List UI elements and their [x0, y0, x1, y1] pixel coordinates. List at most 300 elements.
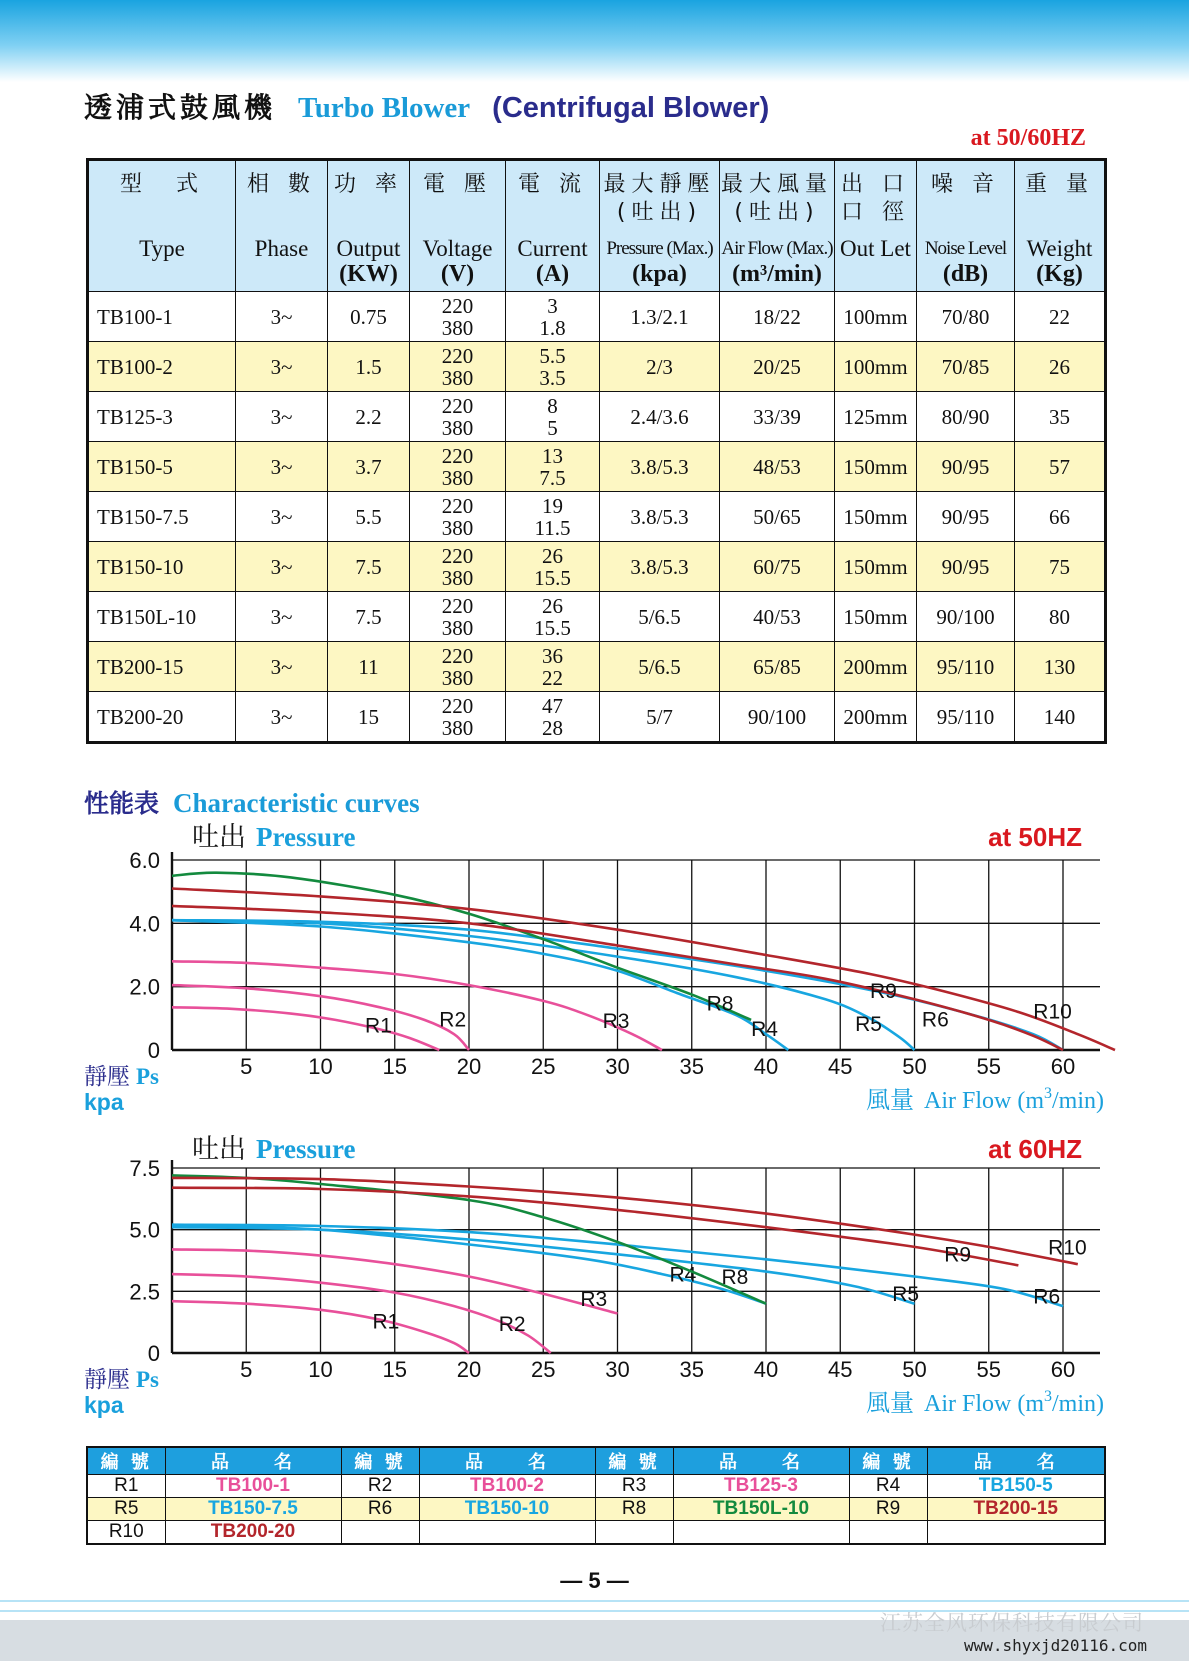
current-380: 5 — [547, 415, 558, 440]
spec-row — [88, 592, 1106, 642]
cell-pressure: 3.8/5.3 — [600, 542, 720, 592]
cell-weight: 57 — [1015, 442, 1106, 492]
legend-code — [849, 1521, 927, 1545]
legend-product-name: TB200-20 — [165, 1521, 341, 1545]
header-unit: (m³/min) — [732, 261, 822, 287]
cell-outlet: 200mm — [835, 692, 917, 743]
curve-label-R8: R8 — [721, 1265, 749, 1289]
header-bottom — [917, 236, 1014, 287]
voltage-220: 220 — [441, 543, 474, 568]
cell-outlet: 150mm — [835, 442, 917, 492]
y-tick-label: 0 — [147, 1038, 160, 1063]
x-tick-label: 30 — [605, 1357, 630, 1382]
legend-code: R4 — [849, 1475, 927, 1498]
cell-weight: 130 — [1015, 642, 1106, 692]
voltage-380: 380 — [441, 515, 474, 540]
curve-R8 — [172, 873, 751, 1020]
header-en: Air Flow (Max.) — [721, 238, 833, 259]
header-cn: 出 口 — [841, 172, 910, 197]
curve-label-R4: R4 — [669, 1263, 697, 1287]
x-tick-label: 45 — [828, 1054, 853, 1079]
cell-voltage — [410, 292, 506, 342]
cell-current — [506, 592, 600, 642]
x-tick-label: 50 — [902, 1357, 927, 1382]
current-380: 15.5 — [534, 615, 571, 640]
cell-output: 15 — [328, 692, 410, 743]
cell-current — [506, 292, 600, 342]
cell-noise: 70/80 — [917, 292, 1015, 342]
title-chinese: 透浦式鼓風機 — [84, 91, 277, 124]
header-unit: (KW) — [339, 261, 398, 287]
cell-output: 2.2 — [328, 392, 410, 442]
voltage-220: 220 — [441, 293, 474, 318]
legend-code: R1 — [87, 1475, 165, 1498]
cell-voltage — [410, 392, 506, 442]
current-380: 11.5 — [534, 515, 571, 540]
cell-voltage — [410, 442, 506, 492]
voltage-380: 380 — [441, 315, 474, 340]
curve-label-R4: R4 — [751, 1017, 779, 1041]
legend-header-name: 品 名 — [673, 1447, 849, 1475]
x-tick-label: 60 — [1050, 1357, 1076, 1382]
spec-table — [86, 158, 1107, 744]
spec-row — [88, 292, 1106, 342]
x-axis-label: 風量 Air Flow $(m^3/\min)$ — [866, 1085, 1104, 1114]
cell-pressure: 2.4/3.6 — [600, 392, 720, 442]
cell-airflow: 40/53 — [720, 592, 835, 642]
cell-output: 1.5 — [328, 342, 410, 392]
cell-voltage — [410, 342, 506, 392]
spec-row — [88, 442, 1106, 492]
cell-type: TB200-15 — [88, 642, 236, 692]
frequency-note: at 50/60HZ — [970, 125, 1086, 151]
header-bottom — [410, 236, 505, 287]
legend-header-row — [87, 1447, 1105, 1475]
legend-header-code: 編 號 — [595, 1447, 673, 1475]
header-cn-2: 口 徑 — [841, 200, 910, 225]
x-tick-label: 40 — [753, 1054, 779, 1079]
title-subtitle: (Centrifugal Blower) — [492, 92, 770, 124]
voltage-380: 380 — [441, 715, 474, 740]
y-axis-label: 靜壓 Ps — [84, 1367, 159, 1393]
x-tick-label: 15 — [382, 1054, 407, 1079]
legend-header-name: 品 名 — [927, 1447, 1105, 1475]
legend-row — [87, 1521, 1105, 1545]
legend-product-name: TB150-5 — [927, 1475, 1105, 1498]
header-cn: 最大靜壓 — [603, 172, 716, 197]
current-380: 1.8 — [539, 315, 566, 340]
cell-voltage — [410, 592, 506, 642]
header-bottom — [600, 236, 719, 287]
y-axis-unit: kpa — [84, 1392, 124, 1418]
header-unit: (kpa) — [632, 261, 687, 287]
spec-row — [88, 492, 1106, 542]
legend-product-name: TB125-3 — [673, 1475, 849, 1498]
cell-pressure: 3.8/5.3 — [600, 492, 720, 542]
spec-header-1 — [236, 160, 328, 292]
legend-code: R9 — [849, 1498, 927, 1521]
x-tick-label: 25 — [531, 1054, 556, 1079]
cell-voltage — [410, 542, 506, 592]
cell-voltage — [410, 692, 506, 743]
title-english: Turbo Blower — [298, 92, 471, 124]
current-380: 3.5 — [539, 365, 566, 390]
cell-output: 11 — [328, 642, 410, 692]
spec-header-8 — [917, 160, 1015, 292]
top-gradient-band — [0, 0, 1189, 82]
header-cn: 電 壓 — [423, 172, 492, 197]
cell-type: TB125-3 — [88, 392, 236, 442]
x-tick-label: 15 — [382, 1357, 407, 1382]
header-cn-2: (吐出) — [734, 200, 820, 225]
curve-label-R1: R1 — [372, 1310, 400, 1334]
chart-title: 吐出 Pressure — [192, 1134, 356, 1165]
curve-label-R8: R8 — [706, 992, 734, 1016]
section-title-english: Characteristic curves — [173, 788, 420, 818]
header-bottom — [328, 236, 409, 287]
cell-phase: 3~ — [236, 392, 328, 442]
current-380: 15.5 — [534, 565, 571, 590]
spec-row — [88, 342, 1106, 392]
cell-current — [506, 642, 600, 692]
header-unit: (dB) — [942, 261, 989, 287]
legend-code: R6 — [341, 1498, 419, 1521]
cell-phase: 3~ — [236, 642, 328, 692]
spec-header-4 — [506, 160, 600, 292]
legend-product-name: TB100-1 — [165, 1475, 341, 1498]
cell-phase: 3~ — [236, 692, 328, 743]
cell-pressure: 1.3/2.1 — [600, 292, 720, 342]
curve-label-R10: R10 — [1048, 1236, 1087, 1260]
curve-label-R6: R6 — [1033, 1285, 1061, 1309]
header-en: Voltage — [422, 236, 493, 261]
curve-label-R2: R2 — [439, 1008, 467, 1032]
y-tick-label: 6.0 — [129, 848, 160, 873]
voltage-380: 380 — [441, 365, 474, 390]
header-bottom — [506, 236, 599, 287]
legend-code: R2 — [341, 1475, 419, 1498]
spec-header-3 — [410, 160, 506, 292]
spec-row — [88, 642, 1106, 692]
x-tick-label: 35 — [679, 1357, 704, 1382]
cell-noise: 95/110 — [917, 642, 1015, 692]
cell-outlet: 125mm — [835, 392, 917, 442]
header-en: Phase — [254, 236, 309, 261]
legend-header-name: 品 名 — [165, 1447, 341, 1475]
header-en: Out Let — [840, 236, 911, 261]
x-tick-label: 40 — [753, 1357, 779, 1382]
header-cn: 功 率 — [334, 172, 403, 197]
cell-noise: 90/95 — [917, 442, 1015, 492]
cell-outlet: 100mm — [835, 292, 917, 342]
legend-code: R10 — [87, 1521, 165, 1545]
page-title — [84, 86, 769, 126]
curve-label-R1: R1 — [365, 1014, 392, 1038]
cell-voltage — [410, 492, 506, 542]
y-tick-label: 2.0 — [129, 974, 160, 1000]
cell-airflow: 65/85 — [720, 642, 835, 692]
legend-header-code: 編 號 — [87, 1447, 165, 1475]
curve-label-R9: R9 — [869, 979, 897, 1003]
x-tick-label: 55 — [976, 1357, 1001, 1382]
curve-label-R3: R3 — [602, 1009, 630, 1033]
header-unit: (Kg) — [1036, 261, 1083, 287]
header-en: Pressure (Max.) — [606, 238, 713, 259]
cell-type: TB200-20 — [88, 692, 236, 743]
cell-phase: 3~ — [236, 592, 328, 642]
cell-noise: 70/85 — [917, 342, 1015, 392]
website-url: www.shyxjd20116.com — [963, 1636, 1147, 1655]
voltage-220: 220 — [441, 643, 474, 668]
legend-table — [86, 1446, 1106, 1545]
current-220: 3 — [547, 293, 558, 318]
header-en: Weight — [1026, 236, 1093, 261]
voltage-220: 220 — [441, 493, 474, 518]
cell-noise: 80/90 — [917, 392, 1015, 442]
cell-airflow: 50/65 — [720, 492, 835, 542]
voltage-380: 380 — [441, 665, 474, 690]
curve-label-R5: R5 — [855, 1013, 882, 1036]
legend-header-code: 編 號 — [341, 1447, 419, 1475]
header-en: Output — [336, 236, 401, 261]
spec-row — [88, 542, 1106, 592]
header-en: Type — [139, 236, 185, 261]
x-axis-label: 風量 Air Flow $(m^3/\min)$ — [866, 1388, 1104, 1417]
spec-table-body — [88, 292, 1106, 743]
y-tick-label: 5.0 — [129, 1217, 160, 1243]
header-bottom — [720, 236, 834, 287]
cell-current — [506, 692, 600, 743]
cell-airflow: 60/75 — [720, 542, 835, 592]
cell-airflow: 18/22 — [720, 292, 835, 342]
cell-type: TB150L-10 — [88, 592, 236, 642]
legend-code — [595, 1521, 673, 1545]
voltage-380: 380 — [441, 415, 474, 440]
cell-airflow: 48/53 — [720, 442, 835, 492]
chart-frequency: at 60HZ — [988, 1134, 1082, 1164]
cell-pressure: 5/6.5 — [600, 642, 720, 692]
spec-header-6 — [720, 160, 835, 292]
cell-output: 0.75 — [328, 292, 410, 342]
x-tick-label: 55 — [976, 1054, 1001, 1079]
curve-label-R6: R6 — [921, 1008, 949, 1032]
spec-row — [88, 392, 1106, 442]
voltage-380: 380 — [441, 615, 474, 640]
y-axis-unit: kpa — [84, 1089, 124, 1115]
header-cn: 型 式 — [119, 172, 204, 197]
cell-outlet: 150mm — [835, 492, 917, 542]
spec-header-2 — [328, 160, 410, 292]
curve-label-R10: R10 — [1033, 1000, 1072, 1024]
current-380: 7.5 — [539, 465, 566, 490]
curve-R3 — [172, 961, 662, 1050]
voltage-380: 380 — [441, 565, 474, 590]
cell-outlet: 150mm — [835, 542, 917, 592]
cell-weight: 66 — [1015, 492, 1106, 542]
cell-weight: 26 — [1015, 342, 1106, 392]
legend-product-name: TB100-2 — [419, 1475, 595, 1498]
chart-frequency: at 50HZ — [988, 822, 1082, 852]
cell-weight: 80 — [1015, 592, 1106, 642]
legend-row — [87, 1498, 1105, 1521]
curve-label-R3: R3 — [580, 1288, 608, 1312]
x-tick-label: 60 — [1050, 1054, 1076, 1079]
spec-header-9 — [1015, 160, 1106, 292]
cell-outlet: 100mm — [835, 342, 917, 392]
current-220: 26 — [542, 543, 563, 568]
x-tick-label: 35 — [679, 1054, 704, 1079]
cell-phase: 3~ — [236, 342, 328, 392]
cell-current — [506, 342, 600, 392]
cell-airflow: 90/100 — [720, 692, 835, 743]
x-tick-label: 10 — [308, 1357, 333, 1382]
current-380: 28 — [542, 715, 563, 740]
curve-R4 — [172, 920, 788, 1050]
y-tick-label: 0 — [147, 1341, 160, 1366]
voltage-220: 220 — [441, 443, 474, 468]
cell-type: TB100-2 — [88, 342, 236, 392]
legend-row — [87, 1475, 1105, 1498]
header-cn: 噪 音 — [931, 172, 1000, 197]
watermark-text: 江苏全风环保科技有限公司 — [880, 1611, 1144, 1635]
voltage-220: 220 — [441, 343, 474, 368]
voltage-220: 220 — [441, 393, 474, 418]
page-number: — 5 — — [560, 1568, 629, 1593]
cell-weight: 75 — [1015, 542, 1106, 592]
spec-row — [88, 692, 1106, 743]
header-cn: 電 流 — [518, 172, 587, 197]
cell-pressure: 5/7 — [600, 692, 720, 743]
legend-code: R8 — [595, 1498, 673, 1521]
current-380: 22 — [542, 665, 563, 690]
curve-label-R5: R5 — [892, 1283, 920, 1307]
legend-code: R5 — [87, 1498, 165, 1521]
y-tick-label: 2.5 — [129, 1279, 160, 1305]
current-220: 26 — [542, 593, 563, 618]
cell-current — [506, 542, 600, 592]
cell-type: TB100-1 — [88, 292, 236, 342]
legend-code — [341, 1521, 419, 1545]
section-title — [84, 784, 420, 820]
cell-phase: 3~ — [236, 442, 328, 492]
cell-phase: 3~ — [236, 492, 328, 542]
header-en: Current — [517, 236, 588, 261]
header-cn: 相 數 — [247, 172, 316, 197]
curve-R1 — [172, 1007, 439, 1050]
voltage-380: 380 — [441, 465, 474, 490]
current-220: 8 — [547, 393, 558, 418]
legend-product-name — [927, 1521, 1105, 1545]
current-220: 5.5 — [539, 343, 566, 368]
curve-label-R9: R9 — [944, 1243, 972, 1267]
legend-product-name — [673, 1521, 849, 1545]
chart-50hz — [0, 816, 1189, 1116]
spec-header-7 — [835, 160, 917, 292]
header-cn: 重 量 — [1025, 172, 1094, 197]
header-cn-2: (吐出) — [616, 200, 703, 225]
voltage-220: 220 — [441, 593, 474, 618]
cell-output: 5.5 — [328, 492, 410, 542]
x-tick-label: 45 — [828, 1357, 853, 1382]
spec-header-row — [88, 160, 1106, 292]
legend-code: R3 — [595, 1475, 673, 1498]
current-220: 36 — [542, 643, 563, 668]
chart-title: 吐出 Pressure — [192, 822, 356, 853]
legend-product-name — [419, 1521, 595, 1545]
cell-voltage — [410, 642, 506, 692]
cell-output: 3.7 — [328, 442, 410, 492]
cell-outlet: 150mm — [835, 592, 917, 642]
cell-current — [506, 442, 600, 492]
curve-R2 — [172, 1274, 551, 1353]
cell-current — [506, 492, 600, 542]
current-220: 47 — [542, 693, 563, 718]
cell-weight: 140 — [1015, 692, 1106, 743]
cell-pressure: 3.8/5.3 — [600, 442, 720, 492]
cell-output: 7.5 — [328, 542, 410, 592]
header-bottom — [1015, 236, 1104, 287]
section-title-chinese: 性能表 — [84, 789, 160, 818]
header-bottom — [89, 236, 235, 287]
cell-phase: 3~ — [236, 292, 328, 342]
cell-noise: 90/95 — [917, 492, 1015, 542]
x-tick-label: 5 — [240, 1357, 253, 1382]
x-tick-label: 5 — [240, 1054, 253, 1079]
cell-pressure: 2/3 — [600, 342, 720, 392]
cell-current — [506, 392, 600, 442]
x-tick-label: 10 — [308, 1054, 333, 1079]
cell-output: 7.5 — [328, 592, 410, 642]
spec-header-0 — [88, 160, 236, 292]
cell-weight: 22 — [1015, 292, 1106, 342]
cell-airflow: 20/25 — [720, 342, 835, 392]
current-220: 19 — [542, 493, 563, 518]
curve-label-R2: R2 — [498, 1312, 526, 1336]
header-unit: (V) — [440, 261, 475, 287]
chart-60hz — [0, 1126, 1189, 1446]
x-tick-label: 20 — [456, 1054, 482, 1079]
cell-pressure: 5/6.5 — [600, 592, 720, 642]
cell-outlet: 200mm — [835, 642, 917, 692]
x-tick-label: 25 — [531, 1357, 556, 1382]
header-unit: (A) — [535, 261, 570, 287]
y-tick-label: 4.0 — [129, 911, 160, 937]
current-220: 13 — [542, 443, 563, 468]
legend-product-name: TB150-7.5 — [165, 1498, 341, 1521]
y-axis-label: 靜壓 Ps — [84, 1064, 159, 1090]
cell-noise: 95/110 — [917, 692, 1015, 743]
cell-phase: 3~ — [236, 542, 328, 592]
header-en: Noise Level — [924, 238, 1007, 259]
legend-header-code: 編 號 — [849, 1447, 927, 1475]
legend-product-name: TB150L-10 — [673, 1498, 849, 1521]
legend-product-name: TB150-10 — [419, 1498, 595, 1521]
voltage-220: 220 — [441, 693, 474, 718]
header-cn: 最大風量 — [720, 172, 833, 197]
spec-header-5 — [600, 160, 720, 292]
x-tick-label: 30 — [605, 1054, 630, 1079]
x-tick-label: 50 — [902, 1054, 927, 1079]
cell-noise: 90/100 — [917, 592, 1015, 642]
header-bottom — [236, 236, 327, 287]
cell-noise: 90/95 — [917, 542, 1015, 592]
y-tick-label: 7.5 — [129, 1156, 160, 1181]
cell-airflow: 33/39 — [720, 392, 835, 442]
cell-type: TB150-10 — [88, 542, 236, 592]
cell-type: TB150-7.5 — [88, 492, 236, 542]
cell-weight: 35 — [1015, 392, 1106, 442]
x-tick-label: 20 — [456, 1357, 482, 1382]
